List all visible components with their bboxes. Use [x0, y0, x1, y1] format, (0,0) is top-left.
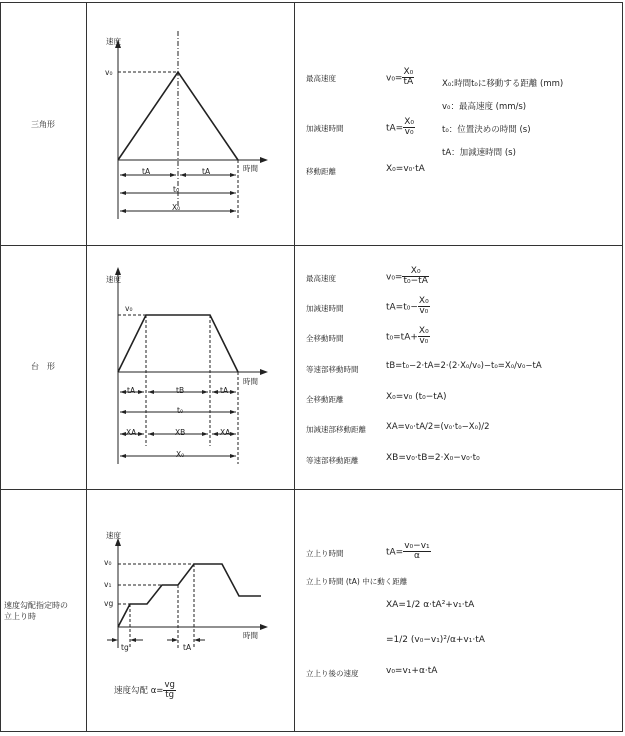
- formula-accel-time: tA=t₀− $\frac{\text{X₀}}{\text{v₀}}$: [386, 296, 429, 317]
- formula-name: 等速部移動距離: [306, 456, 359, 465]
- trapezoid-ta2-label: tA: [220, 386, 229, 395]
- trapezoid-t0-label: t₀: [177, 406, 183, 415]
- gradient-v1-label: v₁: [104, 580, 112, 589]
- formula-after-rise-speed: v₀=v₁+α·tA: [386, 666, 438, 676]
- trapezoid-x-axis-label: 時間: [243, 377, 258, 386]
- formula-max-speed: v₀= $\frac{\text{X₀}}{tA}$: [386, 67, 414, 88]
- note-t0: t₀：位置決めの時間 (s): [442, 125, 531, 135]
- formula-name: 立上り時間: [306, 549, 344, 558]
- gradient-vg-label: vg: [104, 599, 114, 608]
- trapezoid-tb-label: tB: [176, 386, 185, 395]
- gradient-tg-label: tg: [121, 643, 129, 652]
- gradient-y-axis-label: 速度: [106, 531, 121, 540]
- row-label-gradient: [4, 600, 86, 622]
- row-label-gradient-line1: 速度勾配指定時の: [4, 601, 68, 610]
- formula-name: 立上り時間 (tA) 中に動く距離: [306, 577, 408, 586]
- gradient-ta-label: tA: [183, 643, 192, 652]
- trapezoid-xb-label: XB: [175, 428, 186, 437]
- formula-const-distance: XB=v₀·tB=2·X₀−v₀·t₀: [386, 453, 480, 463]
- velocity-profile: [118, 315, 238, 372]
- gradient-x-axis-label: 時間: [243, 631, 258, 640]
- note-x0: X₀:時間t₀に移動する距離 (mm): [442, 79, 564, 89]
- triangle-y-axis-label: 速度: [106, 37, 121, 46]
- formula-rise-distance: XA=1/2 α·tA²+v₁·tA: [386, 600, 475, 610]
- trapezoid-xa1-label: XA: [126, 428, 137, 437]
- formula-name: 加減速時間: [306, 304, 344, 313]
- formula-rise-time: tA= $\frac{\text{v₀−v₁}}{\alpha}$: [386, 541, 430, 562]
- triangle-t0-label: t₀: [173, 185, 179, 194]
- row-label-gradient-line2: 立上り時: [4, 612, 36, 621]
- row-label-triangle: 三角形: [31, 120, 55, 129]
- trapezoid-xa2-label: XA: [220, 428, 231, 437]
- note-v0: v₀：最高速度 (mm/s): [442, 102, 527, 112]
- gradient-v0-label: v₀: [104, 558, 112, 567]
- triangle-ta1-label: tA: [142, 167, 151, 176]
- formula-total-distance: X₀=v₀ (t₀−tA): [386, 392, 447, 402]
- formula-name: 加減速部移動距離: [306, 425, 366, 434]
- formula-name: 全移動時間: [306, 334, 344, 343]
- trapezoid-ta1-label: tA: [127, 386, 136, 395]
- formula-name: 最高速度: [306, 74, 336, 83]
- formula-name: 移動距離: [306, 167, 336, 176]
- formula-name: 立上り後の速度: [306, 669, 359, 678]
- formula-total-time: t₀=tA+ $\frac{\text{X₀}}{\text{v₀}}$: [386, 326, 429, 347]
- formula-accel-time: tA= $\frac{\text{X₀}}{\text{v₀}}$: [386, 117, 415, 138]
- trapezoid-y-axis-label: 速度: [106, 275, 121, 284]
- triangle-x-axis-label: 時間: [243, 164, 258, 173]
- formula-name: 等速部移動時間: [306, 365, 359, 374]
- formula-const-time: tB=t₀−2·tA=2·(2·X₀/v₀)−t₀=X₀/v₀−tA: [386, 361, 542, 371]
- triangle-ta2-label: tA: [202, 167, 211, 176]
- triangle-x0-label: X₀: [172, 203, 181, 212]
- formula-distance: X₀=v₀·tA: [386, 164, 425, 174]
- formula-name: 最高速度: [306, 274, 336, 283]
- formula-name: 全移動距離: [306, 395, 344, 404]
- gradient-formula: 速度勾配 α= $\frac{vg}{tg}$: [114, 680, 175, 700]
- formula-name: 加減速時間: [306, 124, 344, 133]
- velocity-profile: [118, 564, 261, 627]
- formula-accel-distance: XA=v₀·tA/2=(v₀·t₀−X₀)/2: [386, 422, 490, 432]
- note-ta: tA：加減速時間 (s): [442, 148, 516, 158]
- formula-max-speed: v₀= $\frac{\text{X₀}}{\text{t₀−tA}}$: [386, 266, 428, 287]
- trapezoid-x0-label: X₀: [176, 450, 185, 459]
- trapezoid-v0-label: v₀: [125, 304, 133, 313]
- row-label-trapezoid: 台 形: [31, 362, 55, 371]
- formula-rise-distance-alt: =1/2 (v₀−v₁)²/α+v₁·tA: [386, 635, 485, 645]
- triangle-v0-label: v₀: [105, 68, 113, 77]
